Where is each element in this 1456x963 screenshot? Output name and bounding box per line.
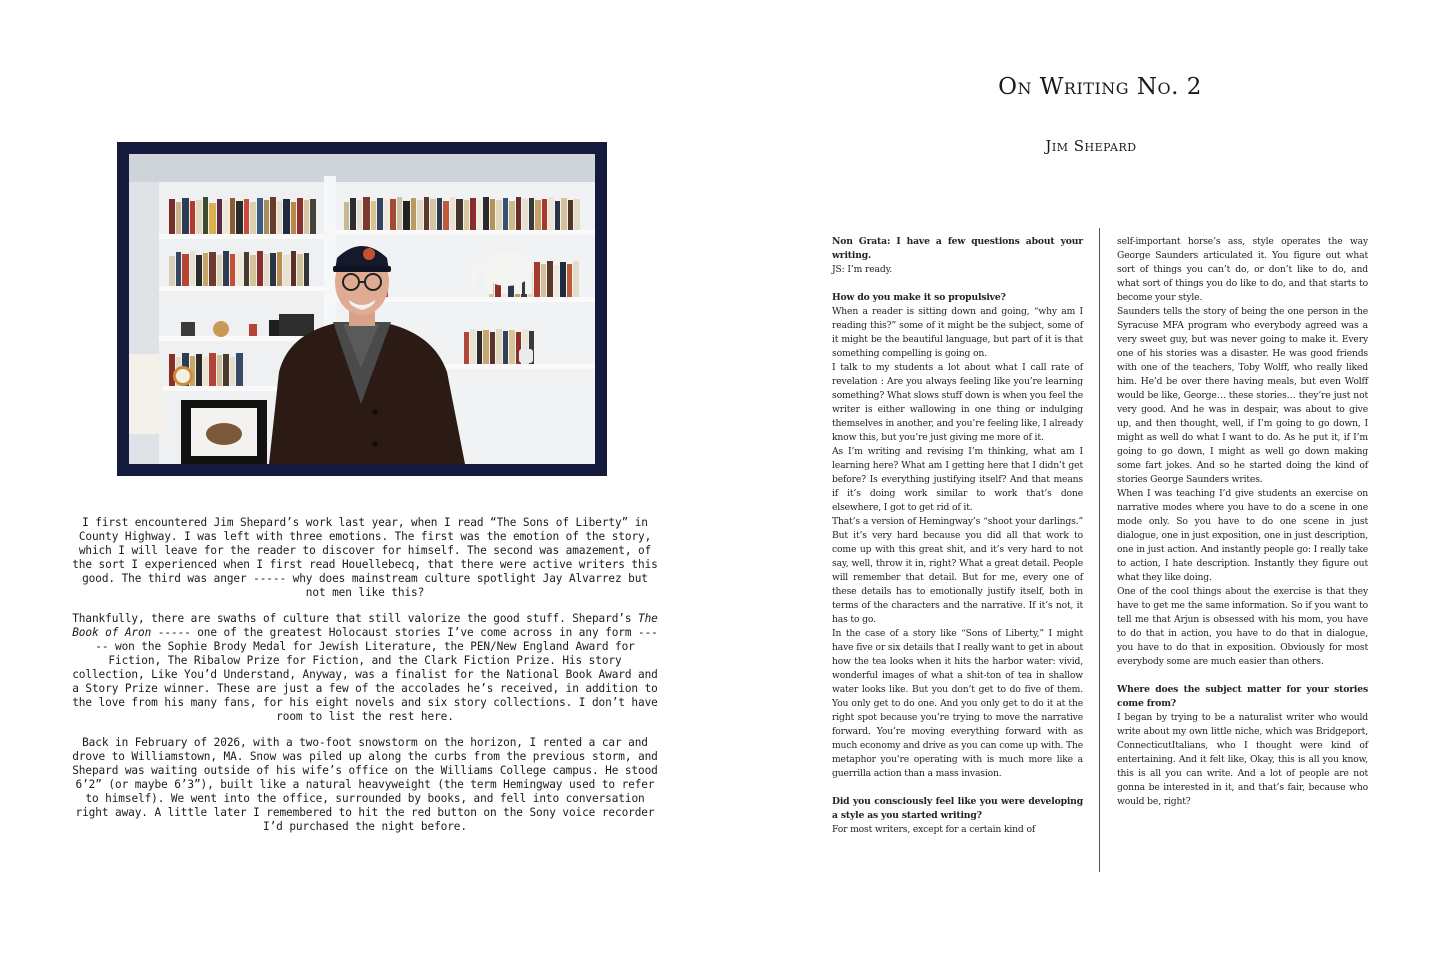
interview-answer: I began by trying to be a naturalist writer who would write about my own little niche, which was Bridgeport, ConnecticutItalians, who I thought were kind of entertaining. And it felt like, Okay, this is all you know, this is all you can write. And a lot of people are not gonna be interested in it, and that’s fair, because who would be, right? (1117, 712, 1368, 807)
interview-question: Non Grata: I have a few questions about your writing. (832, 236, 1083, 261)
intro-text (72, 516, 658, 846)
interview-answer: In the case of a story like “Sons of Liberty,” I might have five or six details that I really want to get in about how the tea looks when it hits the harbor water: vivid, wonderful images of what a shit-ton of tea in shallow water looks like. But you don’t get to do five of them. You only get to do one. And you only get to do it at the right spot because you’re trying to move the narrative forward. You’re moving everything forward with as much economy and drive as you can come up with. The metaphor you’re operating with is much more like a guerrilla action than a mass invasion. (832, 628, 1083, 779)
interview-answer: As I’m writing and revising I’m thinking, what am I learning here? What am I getting here that I didn’t get before? Is everything justifying itself? And that means if it’s doing work similar to work that’s done elsewhere, I got to get rid of it. (832, 446, 1083, 513)
interview-answer: When I was teaching I’d give students an exercise on narrative modes where you have to do a scene in one mode only. So you have to do one scene in just dialogue, one in just exposition, one in just description, one in just action. And instantly people go: I really take to action, I hate description. Instantly they figure out what they like doing. (1117, 488, 1368, 583)
interview-answer: I talk to my students a lot about what I call rate of revelation : Are you always feeling like you’re learning something? What slows stuff down is when you feel the writer is either wallowing in one thing or indulging themselves in another, and you’re feeling like, I already know this, but you’re just giving me more of it. (832, 362, 1083, 443)
author-photo-frame (117, 142, 607, 476)
book-title: The Book of Aron (72, 612, 658, 639)
interview-answer: self-important horse’s ass, style operates the way George Saunders articulated it. You figure out what sort of things you can’t do, or don’t like to do, and what sort of things you do like to do, and that starts to become your style. (1117, 236, 1368, 303)
interview-answer: For most writers, except for a certain kind of (832, 824, 1036, 835)
interview-question: Where does the subject matter for your stories come from? (1117, 684, 1368, 709)
intro-paragraph-2 (72, 612, 658, 724)
intro-paragraph-3: Back in February of 2026, with a two-foot snowstorm on the horizon, I rented a car and drove to Williamstown, MA. Snow was piled up along the curbs from the previous storm, and Shepard was waiting outside of his wife’s office on the Williams College campus. He stood 6’2” (or maybe 6’3”), built like a natural heavyweight (the term Hemingway used to refer to himself). We went into the office, surrounded by books, and fell into conversation right away. A little later I remembered to hit the red button on the Sony voice recorder I’d purchased the night before. (72, 736, 658, 833)
interview-answer: That’s a version of Hemingway’s “shoot your darlings.” But it’s very hard because you did all that work to come up with this great shit, and it’s very hard to not say, well, throw it in, right? What a great detail. People will remember that detail. But for me, every one of these details has to emotionally justify itself, both in terms of the characters and the narrative. If it’s not, it has to go. (832, 516, 1083, 625)
intro-p2-start: Thankfully, there are swaths of culture that still valorize the good stuff. Shepard’s (72, 612, 639, 625)
article-author: Jim Shepard (1045, 137, 1137, 155)
portrait-photo-icon (129, 154, 595, 464)
interview-question: Did you consciously feel like you were developing a style as you started writing? (832, 796, 1083, 821)
portrait-photo-illustration (129, 154, 595, 464)
interview-column-left (832, 235, 1083, 837)
article-title: On Writing No. 2 (998, 74, 1202, 100)
interview-answer: JS: I’m ready. (832, 264, 893, 275)
interview-column-right (1117, 235, 1368, 809)
intro-paragraph-1: I first encountered Jim Shepard’s work last year, when I read “The Sons of Liberty” in County Highway. I was left with three emotions. The first was the emotion of the story, which I will leave for the reader to discover for himself. The second was amazement, of the sort I experienced when I first read Houellebecq, that there were active writers this good. The third was anger ----- why does mainstream culture spotlight Jay Alvarrez but not men like this? (72, 516, 658, 599)
column-divider (1099, 228, 1100, 872)
interview-answer: One of the cool things about the exercise is that they have to get me the same information. So if you want to tell me that Arjun is obsessed with his mom, you have to do that in action, you have to do that in dialogue, you have to do that in exposition. Obviously for most everybody some are much easier than others. (1117, 586, 1368, 667)
interview-answer: Saunders tells the story of being the one person in the Syracuse MFA program who everybody agreed was a very sweet guy, but was never going to make it. Every one of his stories was a disaster. He was good friends with one of the teachers, Toby Wolff, who really liked him. He’d be over there having meals, but even Wolff would be like, George… these stories… they’re just not very good. And he was in despair, was about to give up, and then thought, well, if I’m going to go down, I might as well do what I want to do. As he put it, if I’m going to go down, I might as well go down making some fart jokes. And so he started doing the kind of stories George Saunders writes. (1117, 306, 1368, 485)
intro-p2-end: ----- one of the greatest Holocaust stories I’ve come across in any form ----- won the Sophie Brody Medal for Jewish Literature, the PEN/New England Award for Fiction, The Ribalow Prize for Fiction, and the Clark Fiction Prize. His story collection, Like You’d Understand, Anyway, was a finalist for the National Book Award and a Story Prize winner. These are just a few of the accolades he’s received, in addition to the love from his many fans, for his eight novels and six story collections. I don’t have room to list the rest here. (72, 626, 658, 723)
interview-answer: When a reader is sitting down and going, “why am I reading this?” some of it might be the subject, some of it might be the beautiful language, but part of it is that something compelling is going on. (832, 306, 1083, 359)
interview-question: How do you make it so propulsive? (832, 292, 1006, 303)
